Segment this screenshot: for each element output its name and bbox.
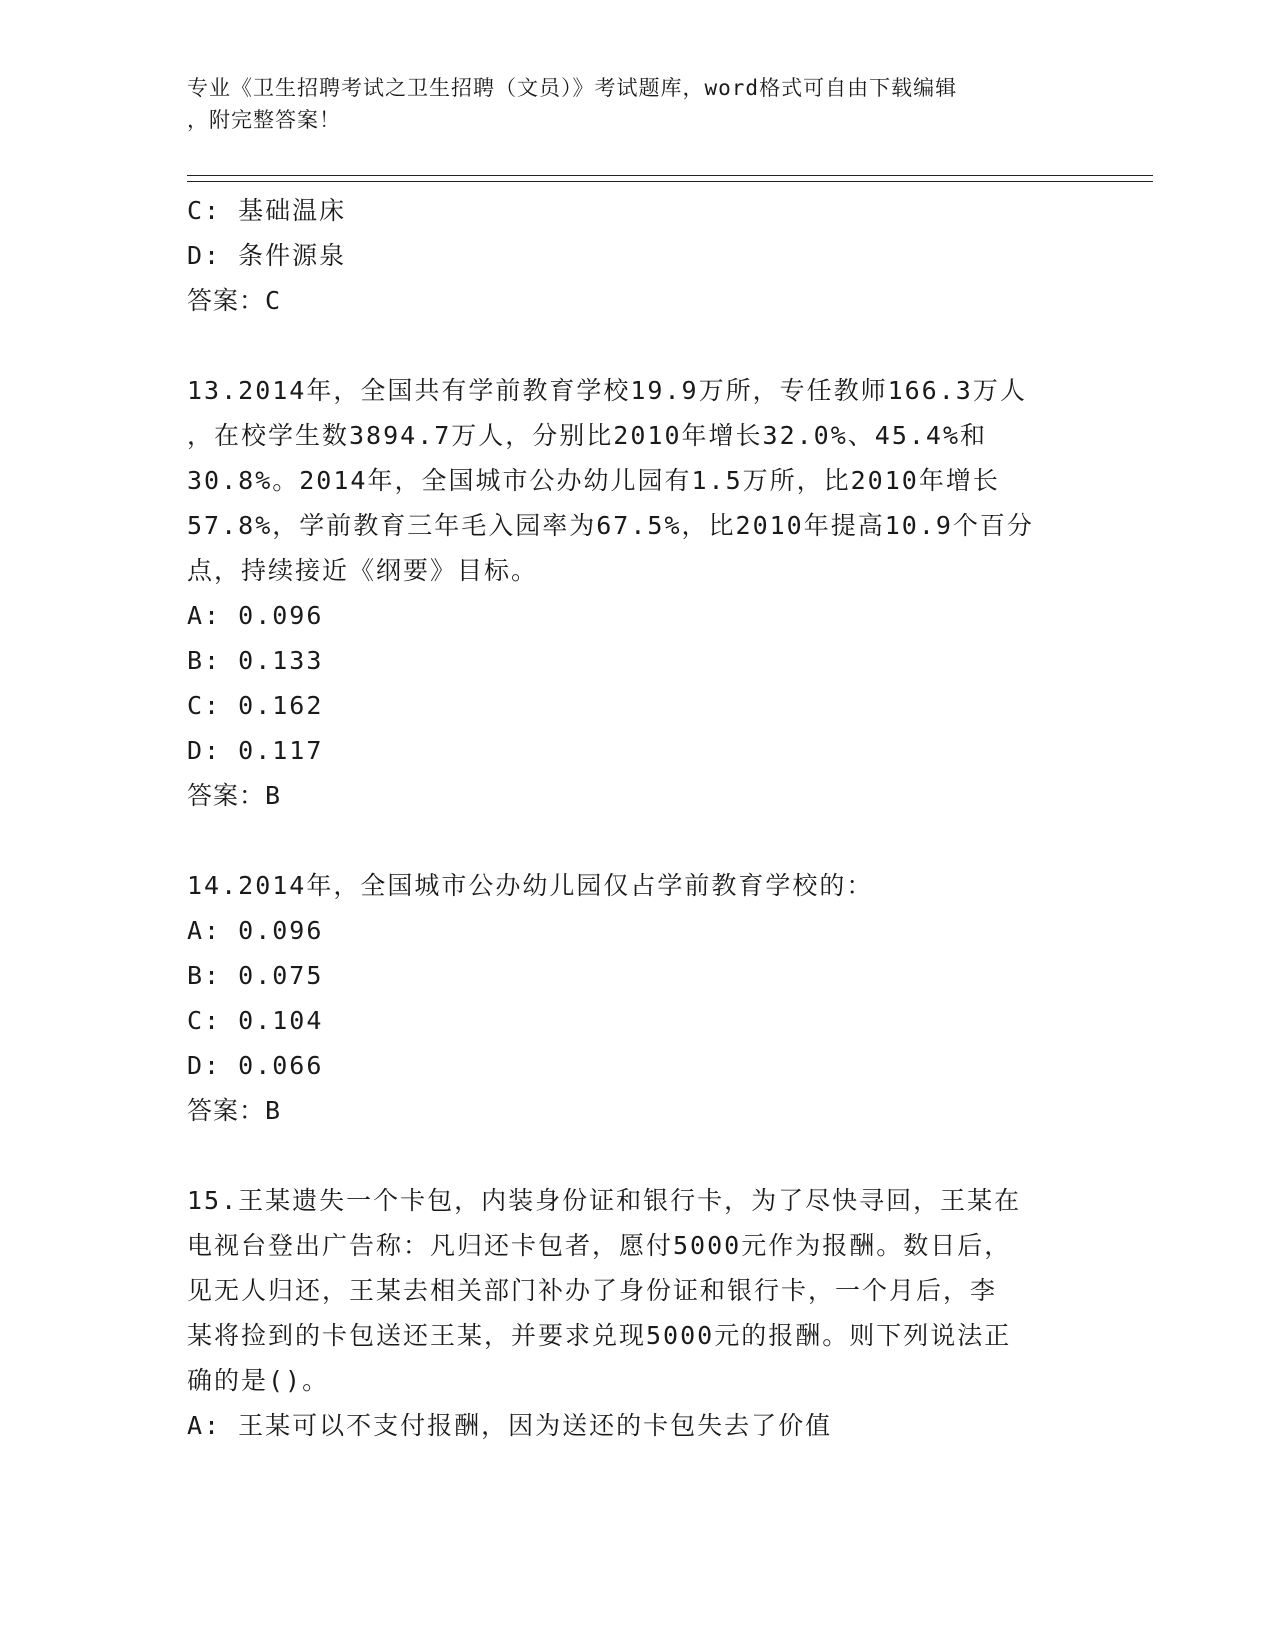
- answer-line: 答案：B: [187, 781, 282, 810]
- stem-line: 30.8%。2014年，全国城市公办幼儿园有1.5万所，比2010年增长: [187, 466, 1000, 495]
- option-c: C: 0.104: [187, 1006, 324, 1035]
- question-14: [187, 863, 1077, 1133]
- option-b: B: 0.133: [187, 646, 324, 675]
- option-d: D: 0.066: [187, 1051, 324, 1080]
- stem-line: 57.8%，学前教育三年毛入园率为67.5%，比2010年提高10.9个百分: [187, 511, 1034, 540]
- question-15: [187, 1178, 1077, 1448]
- prev-question-block: [187, 188, 1077, 323]
- stem-line: ，在校学生数3894.7万人，分别比2010年增长32.0%、45.4%和: [187, 421, 988, 450]
- stem-line: 点，持续接近《纲要》目标。: [187, 556, 539, 585]
- question-13-stem: [187, 368, 1077, 593]
- answer-line: 答案：B: [187, 1096, 282, 1125]
- stem-line: 14.2014年，全国城市公办幼儿园仅占学前教育学校的：: [187, 871, 874, 900]
- option-c: C: 基础温床: [187, 196, 347, 225]
- option-a: A: 0.096: [187, 601, 324, 630]
- spacer: [187, 323, 1077, 368]
- stem-line: 13.2014年，全国共有学前教育学校19.9万所，专任教师166.3万人: [187, 376, 1027, 405]
- spacer: [187, 1133, 1077, 1178]
- answer-line: 答案：C: [187, 286, 282, 315]
- stem-line: 确的是()。: [187, 1366, 330, 1395]
- header-rule-top: [187, 175, 1153, 176]
- option-a: A: 王某可以不支付报酬，因为送还的卡包失去了价值: [187, 1411, 833, 1440]
- question-13: [187, 368, 1077, 818]
- document-body: [187, 188, 1077, 1448]
- option-c: C: 0.162: [187, 691, 324, 720]
- stem-line: 15.王某遗失一个卡包，内装身份证和银行卡，为了尽快寻回，王某在: [187, 1186, 1022, 1215]
- option-b: B: 0.075: [187, 961, 324, 990]
- stem-line: 某将捡到的卡包送还王某，并要求兑现5000元的报酬。则下列说法正: [187, 1321, 1012, 1350]
- stem-line: 见无人归还，王某去相关部门补办了身份证和银行卡，一个月后，李: [187, 1276, 998, 1305]
- header-line-1: 专业《卫生招聘考试之卫生招聘（文员）》考试题库，word格式可自由下载编辑: [187, 76, 958, 100]
- document-header: [187, 72, 1067, 136]
- option-a: A: 0.096: [187, 916, 324, 945]
- option-d: D: 0.117: [187, 736, 324, 765]
- option-d: D: 条件源泉: [187, 241, 347, 270]
- header-rule-bottom: [187, 181, 1153, 182]
- stem-line: 电视台登出广告称：凡归还卡包者，愿付5000元作为报酬。数日后，: [187, 1231, 1012, 1260]
- header-line-2: ，附完整答案！: [187, 108, 341, 132]
- question-15-stem: [187, 1178, 1077, 1403]
- spacer: [187, 818, 1077, 863]
- question-14-stem: [187, 863, 1077, 908]
